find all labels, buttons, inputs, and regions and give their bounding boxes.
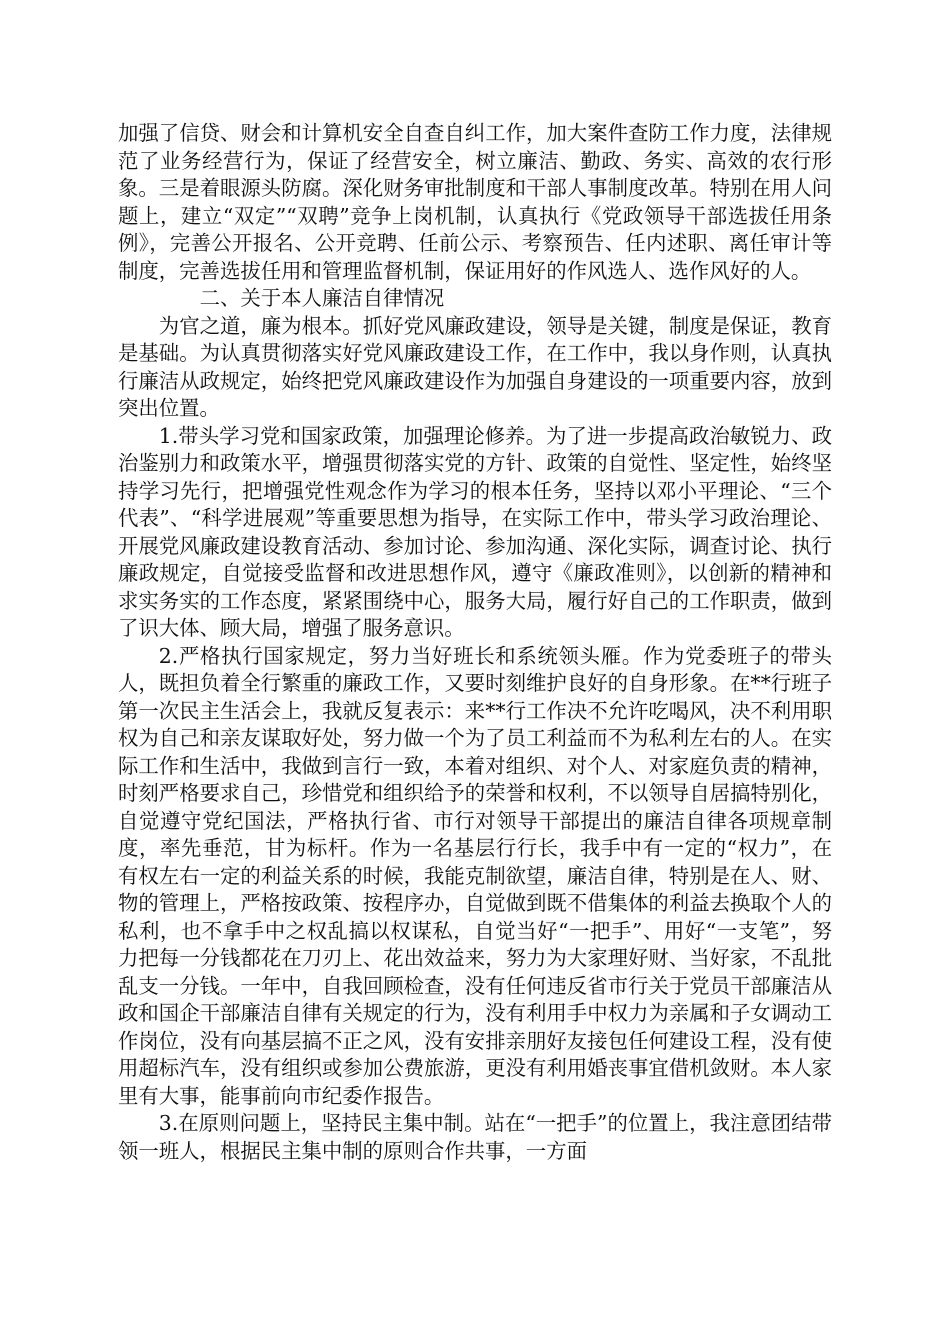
paragraph-item-1: 1.带头学习党和国家政策，加强理论修养。为了进一步提高政治敏锐力、政治鉴别力和政策水平，增强贯彻落实党的方针、政策的自觉性、坚定性，始终坚持学习先行，把增强党性观念作为学习的根本任务，坚持以邓小平理论、“三个代表”、“科学进展观”等重要思想为指导，在实际工作中，带头学习政治理论、开展党风廉政建设教育活动、参加讨论、参加沟通、深化实际，调查讨论、执行廉政规定，自觉接受监督和改进思想作风，遵守《廉政准则》，以创新的精神和求实务实的工作态度，紧紧围绕中心，服务大局，履行好自己的工作职责，做到了识大体、顾大局，增强了服务意识。 — [118, 423, 832, 640]
document-body — [118, 120, 832, 1165]
section-heading: 二、关于本人廉洁自律情况 — [199, 286, 445, 310]
paragraph-continuation: 加强了信贷、财会和计算机安全自查自纠工作，加大案件查防工作力度，法律规范了业务经营行为，保证了经营安全，树立廉洁、勤政、务实、高效的农行形象。三是着眼源头防腐。深化财务审批制度和干部人事制度改革。特别在用人问题上，建立“双定”“双聘”竞争上岗机制，认真执行《党政领导干部选拔任用条例》，完善公开报名、公开竞聘、任前公示、考察预告、任内述职、离任审计等制度，完善选拔任用和管理监督机制，保证用好的作风选人、选作风好的人。 — [118, 121, 832, 283]
paragraph-intro: 为官之道，廉为根本。抓好党风廉政建设，领导是关键，制度是保证，教育是基础。为认真贯彻落实好党风廉政建设工作，在工作中，我以身作则，认真执行廉洁从政规定，始终把党风廉政建设作为加强自身建设的一项重要内容，放到突出位置。 — [118, 313, 832, 420]
paragraph-item-3: 3.在原则问题上，坚持民主集中制。站在“一把手”的位置上，我注意团结带领一班人，根据民主集中制的原则合作共事，一方面 — [118, 1111, 832, 1163]
paragraph-item-2: 2.严格执行国家规定，努力当好班长和系统领头雁。作为党委班子的带头人，既担负着全行繁重的廉政工作，又要时刻维护良好的自身形象。在**行班子第一次民主生活会上，我就反复表示：来**行工作决不允许吃喝风，决不利用职权为自己和亲友谋取好处，努力做一个为了员工利益而不为私利左右的人。在实际工作和生活中，我做到言行一致，本着对组织、对个人、对家庭负责的精神，时刻严格要求自己，珍惜党和组织给予的荣誉和权利，不以领导自居搞特别化，自觉遵守党纪国法，严格执行省、市行对领导干部提出的廉洁自律各项规章制度，率先垂范，甘为标杆。作为一名基层行行长，我手中有一定的“权力”，在有权左右一定的利益关系的时候，我能克制欲望，廉洁自律，特别是在人、财、物的管理上，严格按政策、按程序办，自觉做到既不借集体的利益去换取个人的私利，也不拿手中之权乱搞以权谋私，自觉当好“一把手”、用好“一支笔”，努力把每一分钱都花在刀刃上、花出效益来，努力为大家理好财、当好家，不乱批乱支一分钱。一年中，自我回顾检查，没有任何违反省市行关于党员干部廉洁从政和国企干部廉洁自律有关规定的行为，没有利用手中权力为亲属和子女调动工作岗位，没有向基层搞不正之风，没有安排亲朋好友接包任何建设工程，没有使用超标汽车，没有组织或参加公费旅游，更没有利用婚丧事宜借机敛财。本人家里有大事，能事前向市纪委作报告。 — [118, 643, 832, 1108]
